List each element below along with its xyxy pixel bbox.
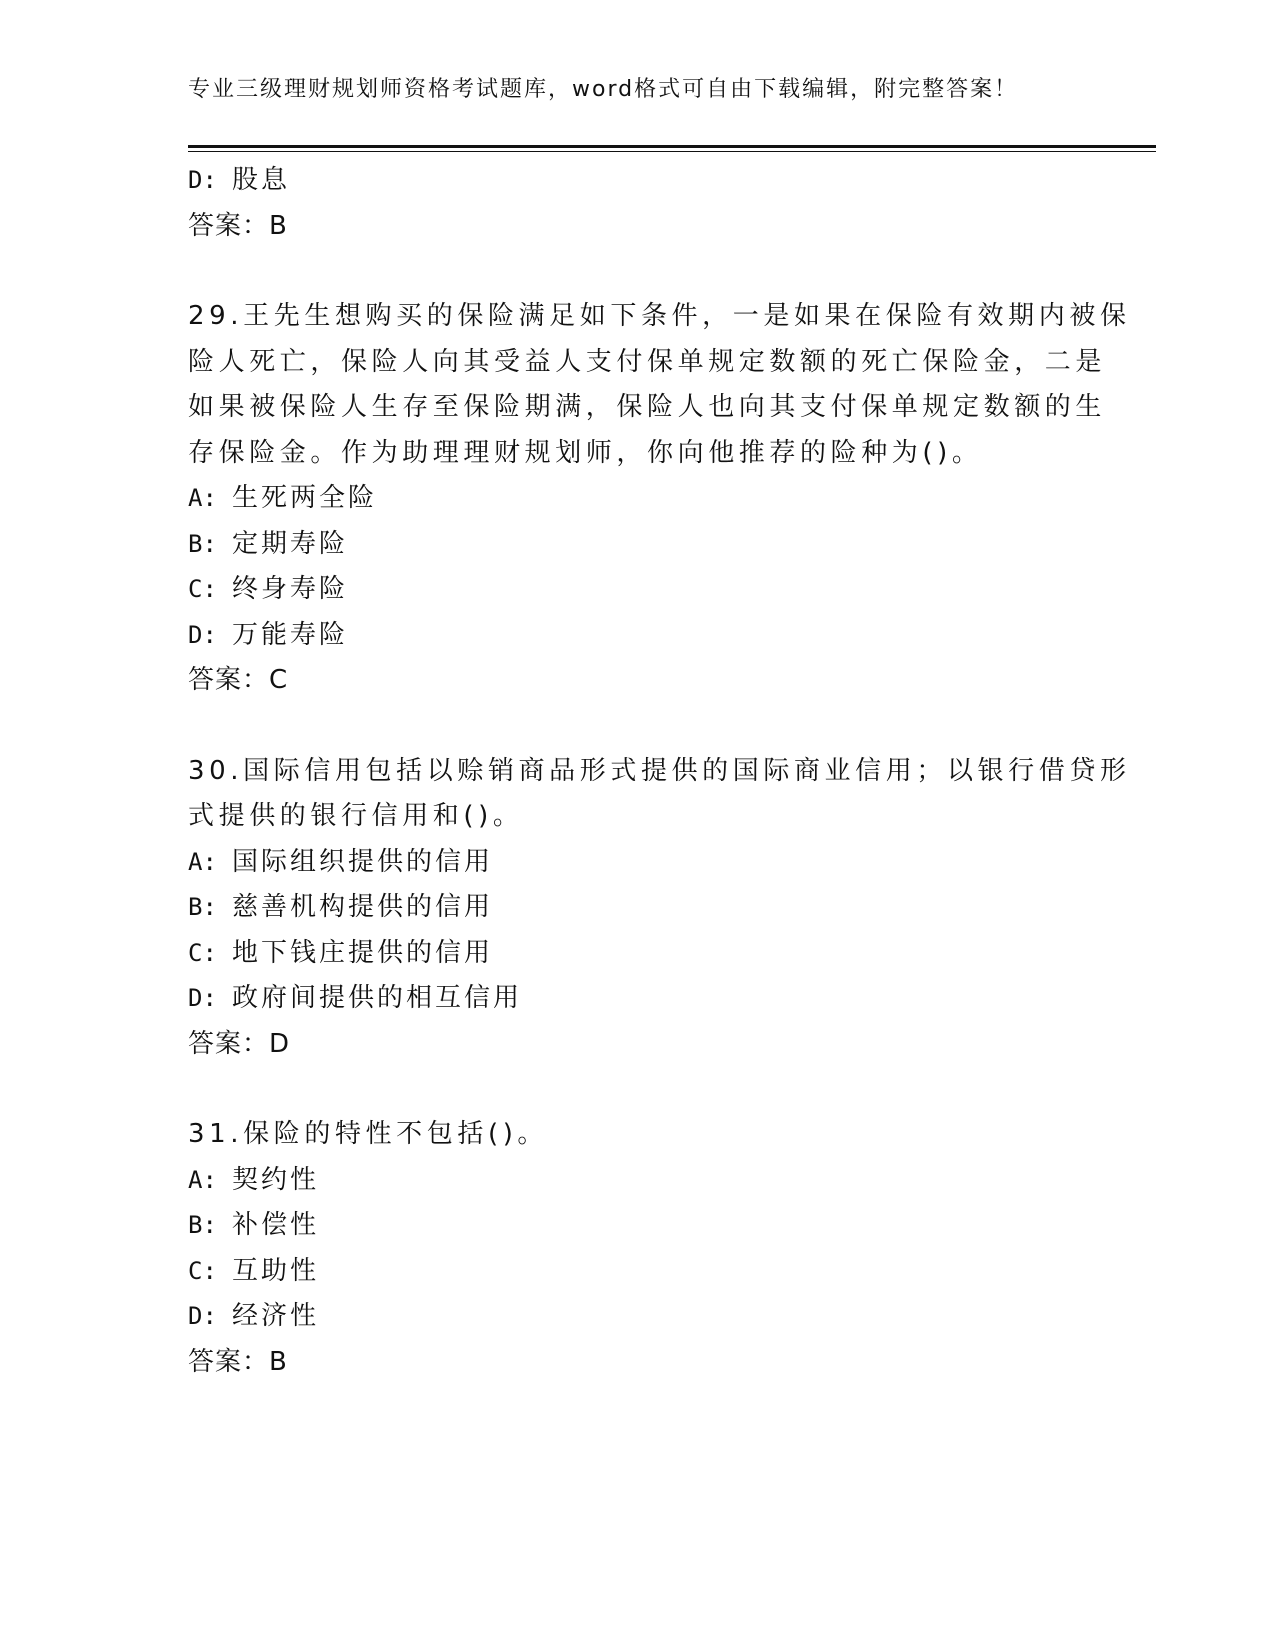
answer-value: C [269, 665, 289, 695]
stem-line: 31.保险的特性不包括()。 [188, 1119, 549, 1149]
page-header: 专业三级理财规划师资格考试题库，word格式可自由下载编辑，附完整答案！ [188, 77, 1019, 102]
option-letter: D: [188, 1302, 217, 1330]
option-letter: C: [188, 938, 217, 967]
answer-label: 答案： [188, 1028, 270, 1059]
stem-line: 30.国际信用包括以赊销商品形式提供的国际商业信用；以银行借贷形 [188, 755, 1131, 786]
option-letter: B: [188, 893, 217, 921]
option-letter: A: [188, 1165, 217, 1194]
option-text: 生死两全险 [232, 483, 378, 513]
option-item [188, 476, 1088, 522]
stem-line: 如果被保险人生存至保险期满，保险人也向其支付保单规定数额的生 [188, 392, 1107, 422]
question-31 [188, 1112, 1088, 1385]
option-item [188, 1203, 1088, 1249]
option-text: 慈善机构提供的信用 [232, 892, 494, 922]
option-letter: D: [188, 166, 217, 194]
option-text: 终身寿险 [232, 574, 349, 604]
option-text: 股息 [232, 165, 291, 195]
option-text: 国际组织提供的信用 [232, 846, 494, 877]
document-body [188, 158, 1131, 1385]
option-item [188, 885, 1088, 931]
answer-line [188, 1340, 1088, 1386]
option-letter: D: [188, 620, 217, 649]
stem-line: 存保险金。作为助理理财规划师，你向他推荐的险种为()。 [188, 437, 983, 468]
stem-line: 式提供的银行信用和()。 [188, 801, 524, 831]
question-stem [188, 294, 1131, 476]
option-item [188, 567, 1088, 613]
question-stem [188, 1112, 1088, 1158]
answer-line [188, 204, 1088, 250]
stem-line: 29.王先生想购买的保险满足如下条件，一是如果在保险有效期内被保 [188, 301, 1131, 331]
option-letter: D: [188, 984, 217, 1012]
option-item [188, 931, 1088, 977]
question-30 [188, 749, 1131, 1068]
option-letter: B: [188, 1211, 217, 1239]
option-item [188, 522, 1088, 568]
answer-label: 答案： [188, 665, 270, 695]
answer-label: 答案： [188, 210, 270, 241]
answer-line [188, 658, 1088, 704]
option-text: 万能寿险 [232, 619, 349, 650]
header-rule-thin [188, 151, 1156, 152]
answer-value: B [269, 1346, 288, 1377]
option-text: 补偿性 [232, 1210, 320, 1240]
option-text: 契约性 [232, 1164, 320, 1195]
option-letter: B: [188, 529, 217, 558]
answer-value: D [269, 1028, 291, 1059]
option-text: 地下钱庄提供的信用 [232, 937, 494, 968]
option-item [188, 840, 1088, 886]
answer-label: 答案： [188, 1346, 270, 1377]
option-item [188, 158, 1088, 204]
header-rule-thick [188, 145, 1156, 148]
option-item [188, 613, 1088, 659]
option-item [188, 1249, 1088, 1295]
option-text: 定期寿险 [232, 528, 349, 559]
option-item [188, 976, 1088, 1022]
answer-value: B [269, 210, 288, 241]
stem-line: 险人死亡，保险人向其受益人支付保单规定数额的死亡保险金，二是 [188, 346, 1107, 377]
option-item [188, 1294, 1088, 1340]
option-letter: C: [188, 1256, 217, 1285]
question-stem [188, 749, 1131, 840]
option-text: 经济性 [232, 1301, 320, 1331]
question-29 [188, 294, 1131, 704]
option-letter: C: [188, 575, 217, 603]
option-text: 政府间提供的相互信用 [232, 983, 523, 1013]
option-text: 互助性 [232, 1255, 320, 1286]
option-letter: A: [188, 484, 217, 512]
answer-line [188, 1022, 1088, 1068]
option-item [188, 1158, 1088, 1204]
option-letter: A: [188, 847, 217, 876]
